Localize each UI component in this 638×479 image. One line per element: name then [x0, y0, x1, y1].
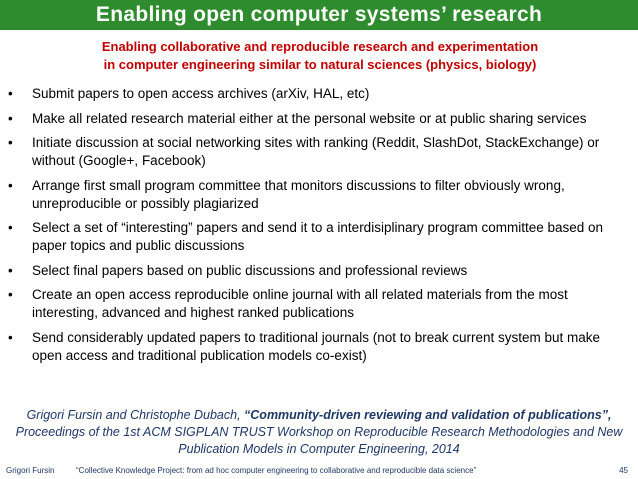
bullet-item [0, 262, 638, 280]
bullet-dot: • [8, 86, 13, 101]
bullet-dot: • [8, 135, 13, 150]
slide-footer [0, 462, 638, 479]
bullet-text: Select final papers based on public discussions and professional reviews [32, 262, 468, 278]
bullet-item [0, 110, 638, 128]
slide-subtitle-line-1: Enabling collaborative and reproducible research and experimentation [101, 39, 539, 54]
bullet-text: Make all related research material either at the personal website or at public sharing services [32, 110, 587, 126]
bullet-dot: • [8, 329, 13, 345]
bullet-item [0, 329, 638, 365]
bullet-dot: • [8, 262, 13, 278]
bullet-item [0, 85, 638, 103]
bullet-list [0, 85, 638, 371]
bullet-text: Send considerably updated papers to traditional journals (not to break current system but make open access and traditional publication models co-exist) [32, 329, 601, 363]
bullet-text: Initiate discussion at social networking sites with ranking (Reddit, SlashDot, StackExchange) or without (Google+, Facebook) [32, 135, 600, 168]
footer-author: Grigori Fursin [6, 466, 55, 475]
citation [0, 407, 638, 458]
bullet-text: Create an open access reproducible online journal with all related materials from the most interesting, advanced and highest ranked publications [32, 287, 568, 320]
citation-paper-title: “Community-driven reviewing and validation of publications”, [244, 408, 612, 422]
bullet-dot: • [8, 287, 13, 302]
citation-authors: Grigori Fursin and Christophe Dubach, [26, 408, 245, 422]
bullet-text: Arrange first small program committee that monitors discussions to filter obviously wrong, unreproducible or possibly plagiarized [32, 177, 565, 211]
footer-talk-title: “Collective Knowledge Project: from ad hoc computer engineering to collaborative and reproducible data science” [76, 466, 477, 475]
bullet-text: Submit papers to open access archives (arXiv, HAL, etc) [32, 86, 370, 101]
bullet-dot: • [8, 110, 13, 126]
page-number: 45 [619, 466, 628, 475]
slide-subtitle-line-2: in computer engineering similar to natural sciences (physics, biology) [103, 57, 537, 72]
bullet-dot: • [8, 177, 13, 193]
bullet-item [0, 134, 638, 170]
bullet-text: Select a set of “interesting” papers and send it to a interdisiplinary program committee based on paper topics and public discussions [32, 220, 604, 253]
citation-venue: Proceedings of the 1st ACM SIGPLAN TRUST Workshop on Reproducible Research Methodologies and New Publication Models in Computer Engineering, 2014 [15, 425, 623, 456]
bullet-item [0, 286, 638, 322]
bullet-dot: • [8, 220, 13, 235]
bullet-item [0, 177, 638, 213]
slide-title: Enabling open computer systems’ research [0, 0, 638, 30]
bullet-item [0, 219, 638, 255]
